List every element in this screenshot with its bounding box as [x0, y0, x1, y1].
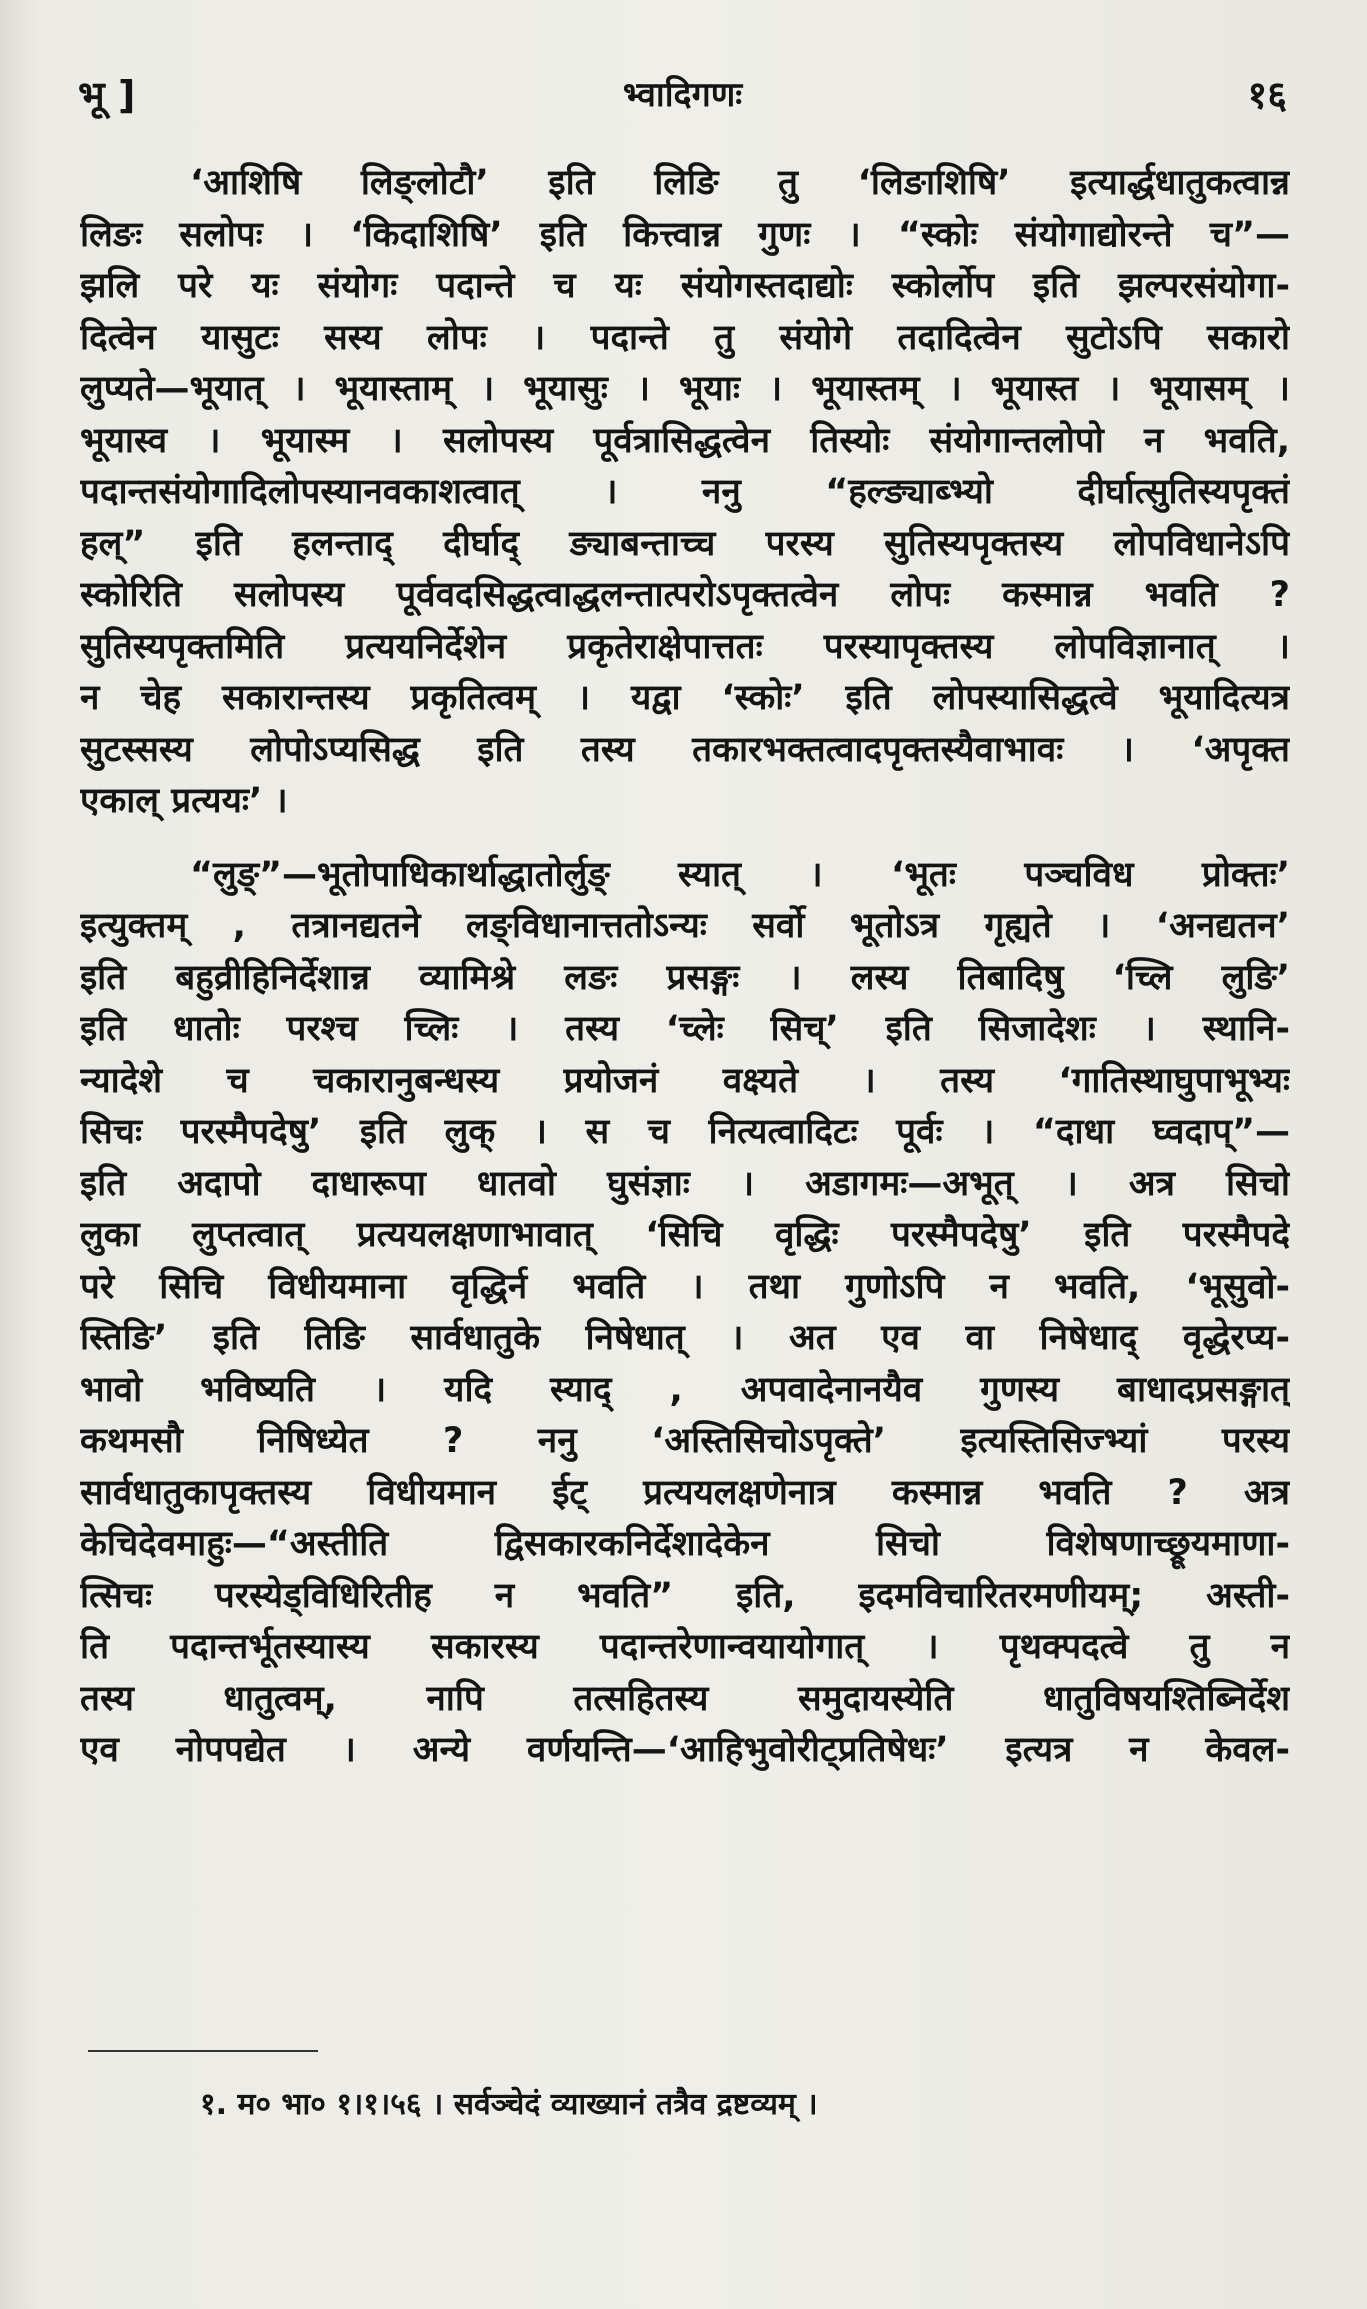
text-line: लुका लुप्तत्वात् प्रत्ययलक्षणाभावात् ‘सिचि वृद्धिः परस्मैपदेषु’ इति परस्मैपदे [80, 1215, 1290, 1255]
text-line: कथमसौ निषिध्येत ? ननु ‘अस्तिसिचोऽपृक्ते’ इत्यस्तिसिज्भ्यां परस्य [80, 1421, 1290, 1461]
text-line: सुटस्सस्य लोपोऽप्यसिद्ध इति तस्य तकारभक्तत्वादपृक्तस्यैवाभावः । ‘अपृक्त [80, 729, 1290, 770]
text-line: त्सिचः परस्येड्विधिरितीह न भवति” इति, इदमविचारितरमणीयम्; अस्ती- [80, 1575, 1290, 1616]
text-line: झलि परे यः संयोगः पदान्ते च यः संयोगस्तदाद्योः स्कोर्लोप इति झल्परसंयोगा- [80, 266, 1290, 306]
main-text [80, 158, 1290, 1777]
text-line: तस्य धातुत्वम्, नापि तत्सहितस्य समुदायस्येति धातुविषयश्तिब्निर्देश [80, 1678, 1290, 1719]
text-line: लुप्यते—भूयात् । भूयास्ताम् । भूयासुः । भूयाः । भूयास्तम् । भूयास्त । भूयासम् । [80, 369, 1290, 409]
text-line: लिङः सलोपः । ‘किदाशिषि’ इति कित्त्वान्न गुणः । “स्कोः संयोगाद्योरन्ते च”— [80, 214, 1290, 255]
text-line: सार्वधातुकापृक्तस्य विधीयमान ईट् प्रत्ययलक्षणेनात्र कस्मान्न भवति ? अत्र [80, 1472, 1290, 1513]
text-line: दित्वेन यासुटः सस्य लोपः । पदान्ते तु संयोगे तदादित्वेन सुटोऽपि सकारो [80, 317, 1290, 358]
text-line: परे सिचि विधीयमाना वृद्धिर्न भवति । तथा गुणोऽपि न भवति, ‘भूसुवो- [80, 1266, 1290, 1307]
running-header [78, 68, 1287, 128]
text-line: भूयास्व । भूयास्म । सलोपस्य पूर्वत्रासिद्धत्वेन तिस्योः संयोगान्तलोपो न भवति, [80, 420, 1290, 461]
footnote-divider [88, 2050, 318, 2052]
text-line: ति पदान्तर्भूतस्यास्य सकारस्य पदान्तरेणान्वयायोगात् । पृथक्पदत्वे तु न [80, 1627, 1290, 1667]
text-line: सुतिस्यपृक्तमिति प्रत्ययनिर्देशेन प्रकृतेराक्षेपात्ततः परस्यापृक्तस्य लोपविज्ञानात् । [80, 626, 1290, 667]
text-line: भावो भविष्यति । यदि स्याद् , अपवादेनानयैव गुणस्य बाधादप्रसङ्गात् [80, 1369, 1290, 1410]
text-line: ‘आशिषि लिङ्लोटौ’ इति लिङि तु ‘लिङाशिषि’ इत्यार्द्धधातुकत्वान्न [190, 163, 1290, 203]
text-line: एव नोपपद्येत । अन्ये वर्णयन्ति—‘आहिभुवोरीट्प्रतिषेधः’ इत्यत्र न केवल- [80, 1730, 1290, 1770]
text-line: सिचः परस्मैपदेषु’ इति लुक् । स च नित्यत्वादिटः पूर्वः । “दाधा घ्वदाप्”— [80, 1112, 1290, 1152]
paragraph-1 [80, 158, 1290, 828]
text-line: केचिदेवमाहुः—“अस्तीति द्विसकारकनिर्देशादेकेन सिचो विशेषणाच्छ्रूयमाणा- [80, 1524, 1290, 1564]
footnote: १. म० भा० १।१।५६ । सर्वञ्चेदं व्याख्यानं तत्रैव द्रष्टव्यम् । [200, 2087, 818, 2122]
text-line: हल्” इति हलन्ताद् दीर्घाद् ङ्याबन्ताच्च परस्य सुतिस्यपृक्तस्य लोपविधानेऽपि [80, 523, 1290, 564]
page-number: १६ [1247, 73, 1287, 117]
text-line: न चेह सकारान्तस्य प्रकृतित्वम् । यद्वा ‘स्कोः’ इति लोपस्यासिद्धत्वे भूयादित्यत्र [80, 678, 1290, 718]
text-line: पदान्तसंयोगादिलोपस्यानवकाशत्वात् । ननु “हल्ङ्याब्भ्यो दीर्घात्सुतिस्यपृक्तं [80, 472, 1290, 512]
text-line: एकाल् प्रत्ययः’ । [80, 781, 288, 821]
text-line: इत्युक्तम् , तत्रानद्यतने लङ्विधानात्ततोऽन्यः सर्वो भूतोऽत्र गृह्यते । ‘अनद्यतन’ [80, 906, 1290, 946]
text-line: स्तिङि’ इति तिङि सार्वधातुके निषेधात् । अत एव वा निषेधाद् वृद्धेरप्य- [80, 1318, 1290, 1358]
text-line: इति अदापो दाधारूपा धातवो घुसंज्ञाः । अडागमः—अभूत् । अत्र सिचो [80, 1163, 1290, 1204]
text-line: “लुङ्”—भूतोपाधिकार्थाद्धातोर्लुङ् स्यात् । ‘भूतः पञ्चविध प्रोक्तः’ [190, 854, 1290, 895]
header-section-marker: भू ] [78, 73, 136, 117]
text-line: इति बहुव्रीहिनिर्देशान्न व्यामिश्रे लङः प्रसङ्गः । लस्य तिबादिषु ‘च्लि लुङि’ [80, 957, 1290, 998]
text-line: स्कोरिति सलोपस्य पूर्ववदसिद्धत्वाद्धलन्तात्परोऽपृक्तत्वेन लोपः कस्मान्न भवति ? [80, 575, 1290, 615]
text-line: न्यादेशे च चकारानुबन्धस्य प्रयोजनं वक्ष्यते । तस्य ‘गातिस्थाघुपाभूभ्यः [80, 1060, 1290, 1101]
header-title: भ्वादिगणः [622, 75, 743, 115]
text-line: इति धातोः परश्च च्लिः । तस्य ‘च्लेः सिच्’ इति सिजादेशः । स्थानि- [80, 1009, 1290, 1049]
paragraph-2 [80, 850, 1290, 1777]
